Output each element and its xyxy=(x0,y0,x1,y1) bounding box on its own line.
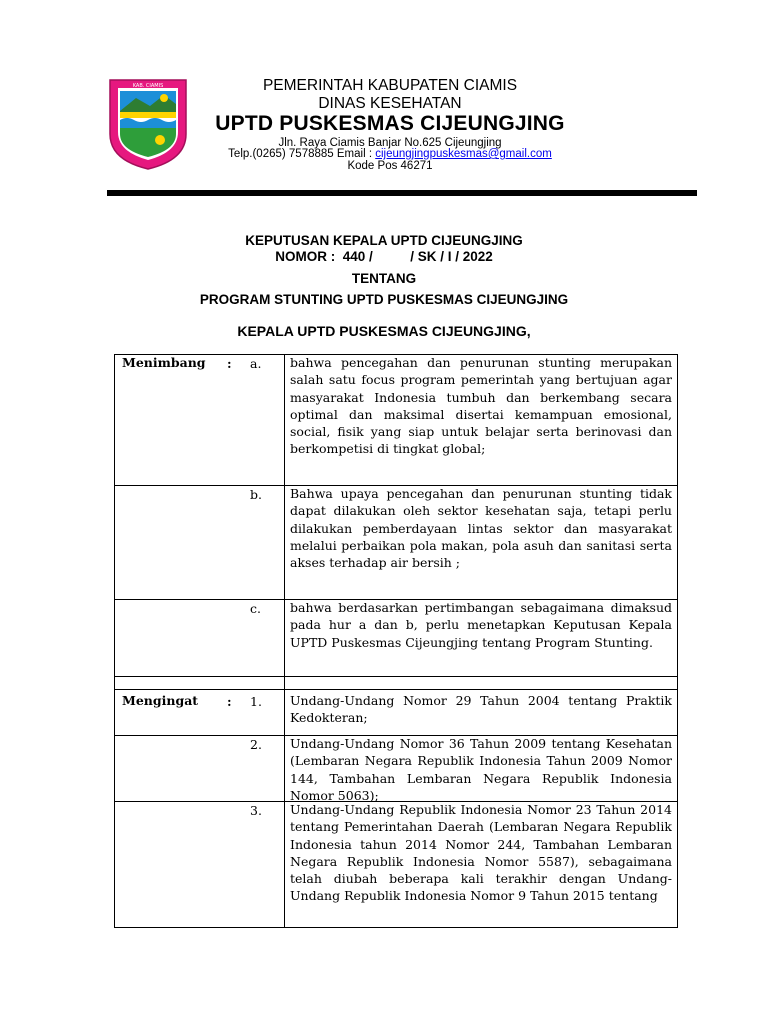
decree-title: KEPUTUSAN KEPALA UPTD CIJEUNGJING xyxy=(245,233,523,248)
emblem-caption: KAB. CIAMIS xyxy=(132,83,164,89)
item-number: c. xyxy=(250,601,261,616)
postcode-line: Kode Pos 46271 xyxy=(347,160,433,172)
table-border xyxy=(114,676,678,677)
table-border xyxy=(677,354,678,928)
consideration-text: bahwa berdasarkan pertimbangan sebagaimana dimaksud pada hur a dan b, perlu menetapkan Keputusan Kepala UPTD Puskesmas Cijeungjing tentang Program Stunting. xyxy=(290,600,672,650)
decree-about: TENTANG xyxy=(351,271,417,286)
decree-number: NOMOR : 440 / / SK / I / 2022 xyxy=(275,249,493,264)
item-number: 3. xyxy=(250,803,262,818)
department-name: DINAS KESEHATAN xyxy=(318,95,462,112)
legal-basis-text: Undang-Undang Nomor 29 Tahun 2004 tentang Praktik Kedokteran; xyxy=(290,693,672,726)
menimbang-label: Menimbang xyxy=(122,355,206,370)
consideration-text: bahwa pencegahan dan penurunan stunting merupakan salah satu focus program pemerintah yang bertujuan agar masyarakat Indonesia tumbuh dan berkembang secara optimal dan maksimal disertai kemampuan emosional, social, fisik yang siap untuk belajar serta berinovasi dan berkompetisi di tingkat global; xyxy=(290,355,672,457)
item-number: 2. xyxy=(250,737,262,752)
contact-line xyxy=(160,148,620,160)
legal-basis-text: Undang-Undang Nomor 36 Tahun 2009 tentang Kesehatan (Lembaran Negara Republik Indonesia Tahun 2009 Nomor 144, Tambahan Lembaran Negara Republik Indonesia Nomor 5063); xyxy=(290,736,672,803)
legal-basis-text: Undang-Undang Republik Indonesia Nomor 23 Tahun 2014 tentang Pemerintahan Daerah (Lembaran Negara Republik Indonesia tahun 2014 Nomor 244, Tambahan Lembaran Negara Republik Indonesia Nomor 5587), sebagaimana telah diubah beberapa kali terakhir dengan Undang-Undang Republik Indonesia Nomor 9 Tahun 2015 tentang xyxy=(290,802,672,904)
decree-issuer: KEPALA UPTD PUSKESMAS CIJEUNGJING, xyxy=(237,323,531,339)
item-number: a. xyxy=(250,356,262,371)
menimbang-colon: : xyxy=(227,356,232,371)
email-link[interactable]: cijeungjingpuskesmas@gmail.com xyxy=(375,148,552,160)
decree-subject: PROGRAM STUNTING UPTD PUSKESMAS CIJEUNGJING xyxy=(199,292,569,307)
table-border xyxy=(114,927,678,928)
table-border xyxy=(114,689,678,690)
telp-text: Telp.(0265) 7578885 Email : xyxy=(228,148,376,160)
letterhead-divider xyxy=(107,190,697,196)
government-name: PEMERINTAH KABUPATEN CIAMIS xyxy=(262,77,518,94)
institution-name: UPTD PUSKESMAS CIJEUNGJING xyxy=(215,112,565,135)
considerations-table xyxy=(114,354,678,928)
address-line: Jln. Raya Ciamis Banjar No.625 Cijeungjing xyxy=(278,137,502,149)
table-border xyxy=(284,354,285,928)
item-number: b. xyxy=(250,487,262,502)
mengingat-label: Mengingat xyxy=(122,693,199,708)
item-number: 1. xyxy=(250,694,262,709)
consideration-text: Bahwa upaya pencegahan dan penurunan stunting tidak dapat dilakukan oleh sektor kesehatan saja, tetapi perlu dilakukan pemberdayaan lintas sektor dan masyarakat melalui perbaikan pola makan, pola asuh dan sanitasi serta akses terhadap air bersih ; xyxy=(290,486,672,571)
table-border xyxy=(114,354,115,928)
mengingat-colon: : xyxy=(227,694,232,709)
